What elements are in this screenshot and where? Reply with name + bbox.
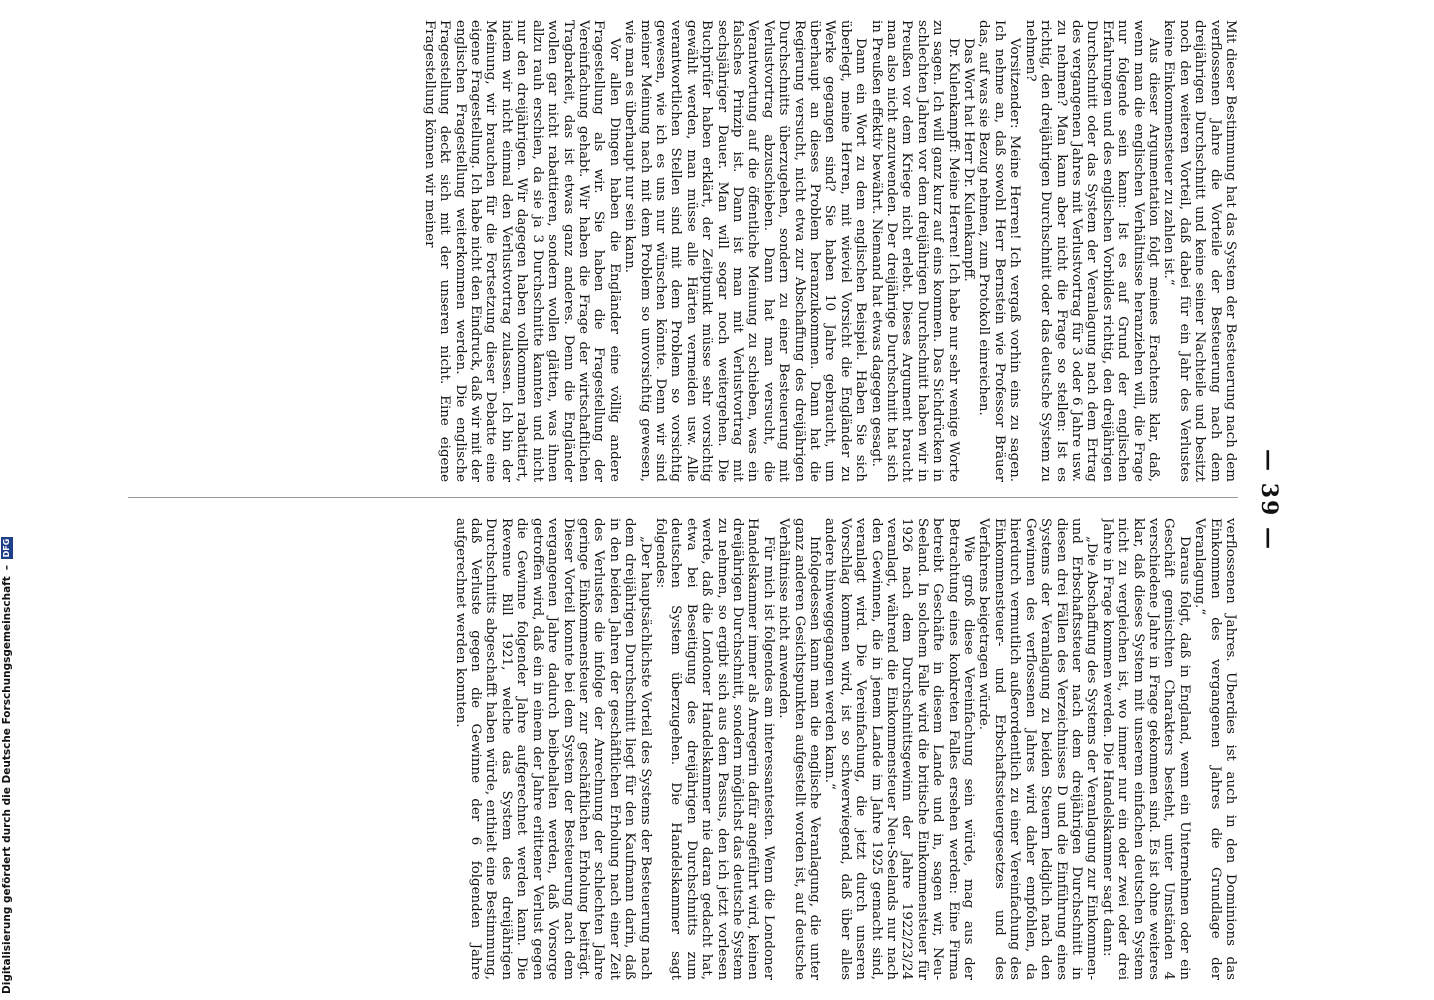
text-column-left [128,20,1238,482]
paragraph: Daraus folgt, daß in England, wenn ein Unternehmen oder ein Geschäft gemischten Charakters besteht, unter Umständen 4 verschiedene Jahre in Frage gekommen sind. Es ist ohne weiteres klar, daß dieses System mit unserem einfachen deutschen System nicht zu vergleichen ist, wo immer nur ein oder zwei oder drei Jahre in Frage kommen werden. Die Handelskammer sagt dann: [1099,518,1192,980]
credit-label: Digitalisierung gefördert durch die Deutsche Forschungsgemeinschaft [1,576,13,994]
rotated-page [120,0,1290,1000]
paragraph: Dr. Kulenkampff: Meine Herren! Ich habe nur sehr wenige Worte zu sagen. Ich will ganz kurz auf eins kommen. Das Sichdrücken in schlechten Jahren vor dem dreijährigen Durchschnitt haben wir in Preußen vor dem Kriege nicht erlebt. Dieses Argument braucht man also nicht anzuwenden. Der dreijährige Durchschnitt hat sich in Preußen effektiv bewährt. Niemand hat etwas dagegen gesagt. [868,20,961,482]
paragraph: Aus dieser Argumentation folgt meines Erachtens klar, daß, wenn man die englischen Verhältnisse heranziehen will, die Frage nur folgende sein kann: Ist es auf Grund der englischen Erfahrungen und des englischen Vorbildes richtig, den dreijährigen Durchschnitt oder das System der Veranlagung nach dem Ertrag des vergangenen Jahres mit Verlustvortrag für 3 oder 6 Jahre usw. zu nehmen? Man kann aber nicht die Frage so stellen: Ist es richtig, den dreijährigen Durchschnitt oder das deutsche System zu nehmen? [1022,20,1161,482]
paragraph: „Der hauptsächlichste Vorteil des Systems der Besteuerung nach dem dreijährigen Durchschnitt liegt für den Kaufmann darin, daß in den beiden Jahren der geschäftlichen Erholung nach einer Zeit des Verlustes die infolge der Anrechnung der schlechten Jahre geringe Einkommensteuer zur geschäftlichen Erholung beiträgt. Dieser Vorteil konnte bei dem System der Besteuerung nach dem vergangenen Jahre dadurch beibehalten werden, daß Vorsorge getroffen wird, daß ein in einem der Jahre erlittener Verlust gegen die Gewinne folgender Jahre aufgerechnet werden kann. Die Revenue Bill 1921, welche das System des dreijährigen Durchschnitts abgeschafft haben würde, enthielt eine Bestimmung, daß Verluste gegen die Gewinne der 6 folgenden Jahre aufgerechnet werden konnten. [452,518,653,980]
paragraph: verflossenen Jahres. Überdies ist auch in den Dominions das Einkommen des vergangenen Jahres die Grundlage der Veranlagung.“ [1192,518,1238,980]
paragraph: Mit dieser Bestimmung hat das System der Besteuerung nach dem verflossenen Jahre die Vorteile der Besteuerung nach dem dreijährigen Durchschnitt und keine seiner Nachteile und besitzt noch den weiteren Vorteil, daß dabei für ein Jahr des Verlustes keine Einkommensteuer zu zahlen ist.“ [1161,20,1238,482]
page-number: — 39 — [1256,449,1282,551]
paragraph: Das Wort hat Herr Dr. Kulenkampff. [961,38,977,282]
paragraph: Vorsitzender: Meine Herren! Ich vergaß vorhin eins zu sagen. Ich nehme an, daß sowohl Herr Bernstein wie Professor Bräuer das, auf was sie Bezug nehmen, zum Protokoll einreichen. [976,20,1023,482]
paragraph: „Die Abschaffung des Systems der Veranlagung zur Einkommen- und Erbschaftssteuer nach dem dreijährigen Durchschnitt in diesen drei Fällen des Verzeichnisses D und die Einführung eines Systems der Veranlagung zu beiden Steuern lediglich nach den Gewinnen des verflossenen Jahres wird daher empfohlen, da hierdurch vermutlich außerordentlich zu einer Vereinfachung des Einkommensteuer- und Erbschaftssteuergesetzes und des Verfahrens beigetragen würde. [976,518,1100,980]
dfg-logo: DFG [2,538,11,558]
paragraph: Für mich ist folgendes am interessantesten. Wenn die Londoner Handelskammer immer als Anregerin dafür angeführt wird, keinen dreijährigen Durchschnitt, sondern möglichst das deutsche System zu nehmen, so ergibt sich aus dem Passus, den ich jetzt vorlesen werde, daß die Londoner Handelskammer nie daran gedacht hat, etwa bei Beseitigung des dreijährigen Durchschnitts zum deutschen System überzugehen. Die Handelskammer sagt folgendes: [652,518,776,980]
paragraph: Dann ein Wort zu dem englischen Beispiel. Haben Sie sich überlegt, meine Herren, mit wieviel Vorsicht die Engländer zu Werke gegangen sind? Sie haben 10 Jahre gebraucht, um überhaupt an dieses Problem heranzukommen. Dann hat die Regierung versucht, nicht etwa zur Abschaffung des dreijährigen Durchschnitts überzugehen, sondern zu einer Besteuerung mit Verlustvortrag abzuschieben. Dann hat man versucht, die Verantwortung auf die öffentliche Meinung zu schieben, was ein falsches Prinzip ist. Dann ist man mit Verlustvortrag mit sechsjähriger Dauer. Man will sogar noch weitergehen. Die Buchprüfer haben erklärt, der Zeitpunkt müsse sehr vorsichtig gewählt werden, man müsse alle Härten vermeiden usw. Alle verantwortlichen Stellen sind mit dem Problem so vorsichtig gewesen, wie ich es uns nur wünschen könnte. Denn wir sind meiner Meinung nach mit dem Problem so unvorsichtig gewesen, wie man es überhaupt nur sein kann. [622,20,869,482]
digitization-credit [0,0,16,1000]
digitization-credit-text [1,4,13,994]
credit-separator: – [1,564,13,571]
paragraph: Vor allen Dingen haben die Engländer eine völlig andere Fragestellung als wir. Sie haben die Fragestellung der Vereinfachung gehabt. Wir haben die Frage der wirtschaftlichen Tragbarkeit, das ist etwas ganz anderes. Denn die Engländer wollen gar nicht rabattieren, sondern wollen glätten, was ihnen allzu rauh erschien, da sie ja 3 Durchschnitte kannten und nicht nur den dreijährigen. Wir dagegen haben vollkommen rabattiert, indem wir nicht einmal den Verlustvortrag zulassen. Ich bin der Meinung, wir brauchen für die Fortsetzung dieser Debatte eine eigene Fragestellung. Ich habe nicht den Eindruck, daß wir mit der englischen Fragestellung weiterkommen werden. Die englische Fragestellung deckt sich mit der unseren nicht. Eine eigene Fragestellung können wir meiner [421,20,622,482]
paragraph: Wie groß diese Vereinfachung sein würde, mag aus der Betrachtung eines konkreten Falles ersehen werden: Eine Firma betreibt Geschäfte in diesem Lande und in, sagen wir, Neu-Seeland. In solchem Falle wird die britische Einkommensteuer für 1926 nach dem Durchschnittsgewinn der Jahre 1922/23/24 veranlagt, während die Einkommensteuer Neu-Seelands nur nach den Gewinnen, die in jenem Lande im Jahre 1925 gemacht sind, veranlagt wird. Die Vereinfachung, die jetzt durch unseren Vorschlag kommen wird, ist so schwerwiegend, daß über alles andere hinweggegangen werden kann.“ [822,518,977,980]
column-divider [128,497,1238,498]
text-column-right [128,518,1238,980]
paragraph: Infolgedessen kann man die englische Veranlagung, die unter ganz anderen Gesichtspunkten aufgestellt worden ist, auf deutsche Verhältnisse nicht anwenden. [776,518,823,980]
